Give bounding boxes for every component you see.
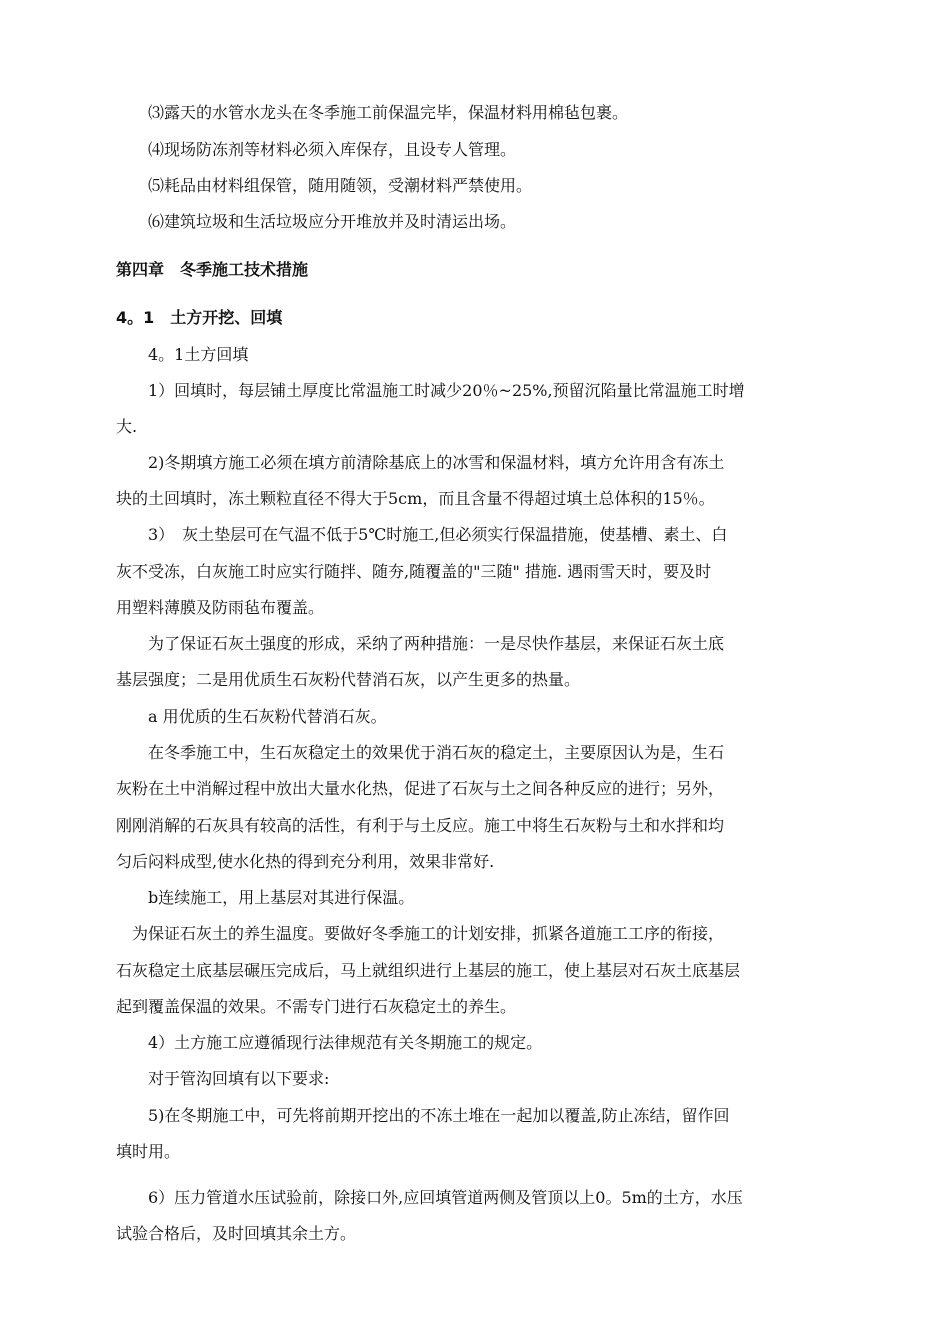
paragraph-line: 4）土方施工应遵循现行法律规范有关冬期施工的规定。 xyxy=(148,1033,543,1052)
paragraph-line: 起到覆盖保温的效果。不需专门进行石灰稳定土的养生。 xyxy=(116,997,517,1016)
paragraph-line: 为保证石灰土的养生温度。要做好冬季施工的计划安排，抓紧各道施工工序的衔接， xyxy=(132,924,725,943)
paragraph-line: 填时用。 xyxy=(116,1142,181,1161)
paragraph-line: 刚刚消解的石灰具有较高的活性，有利于与土反应。施工中将生石灰粉与土和水拌和均 xyxy=(116,816,725,835)
paragraph-line: 2)冬期填方施工必须在填方前清除基底上的冰雪和保温材料，填方允许用含有冻土 xyxy=(148,453,725,472)
paragraph-line: 6）压力管道水压试验前，除接口外,应回填管道两侧及管顶以上0。5m的土方，水压 xyxy=(148,1188,743,1207)
chapter-heading: 第四章 冬季施工技术措施 xyxy=(116,260,309,279)
paragraph-line: 灰不受冻，白灰施工时应实行随拌、随夯,随覆盖的"三随" 措施. 遇雨雪天时，要及时 xyxy=(116,562,712,581)
section-heading: 4。1 土方开挖、回填 xyxy=(116,308,283,327)
paragraph-line: ⑶露天的水管水龙头在冬季施工前保温完毕，保温材料用棉毡包裹。 xyxy=(148,103,629,122)
paragraph-line: 石灰稳定土底基层碾压完成后，马上就组织进行上基层的施工，使上基层对石灰土底基层 xyxy=(116,961,741,980)
paragraph-line: 5)在冬期施工中，可先将前期开挖出的不冻土堆在一起加以覆盖,防止冻结，留作回 xyxy=(148,1106,730,1125)
subsection-title: 4。1土方回填 xyxy=(148,345,249,364)
paragraph-line: 块的土回填时，冻土颗粒直径不得大于5cm，而且含量不得超过填土总体积的15％。 xyxy=(116,489,715,508)
paragraph-line: 匀后闷料成型,使水化热的得到充分利用，效果非常好. xyxy=(116,852,495,871)
paragraph-line: 基层强度；二是用优质生石灰粉代替消石灰，以产生更多的热量。 xyxy=(116,670,581,689)
paragraph-line: b连续施工，用上基层对其进行保温。 xyxy=(148,888,415,907)
paragraph-line: 大. xyxy=(116,417,138,436)
paragraph-line: ⑹建筑垃圾和生活垃圾应分开堆放并及时清运出场。 xyxy=(148,212,517,231)
paragraph-line: 为了保证石灰土强度的形成，采纳了两种措施：一是尽快作基层，来保证石灰土底 xyxy=(148,634,725,653)
paragraph-line: 在冬季施工中，生石灰稳定土的效果优于消石灰的稳定土，主要原因认为是，生石 xyxy=(148,743,725,762)
paragraph-line: ⑷现场防冻剂等材料必须入库保存，且设专人管理。 xyxy=(148,140,517,159)
paragraph-line: a 用优质的生石灰粉代替消石灰。 xyxy=(148,707,387,726)
paragraph-line: 3） 灰土垫层可在气温不低于5℃时施工,但必须实行保温措施，使基槽、素土、白 xyxy=(148,525,728,544)
paragraph-line: 对于管沟回填有以下要求: xyxy=(148,1069,330,1088)
paragraph-line: 灰粉在土中消解过程中放出大量水化热，促进了石灰与土之间各种反应的进行；另外， xyxy=(116,779,725,798)
paragraph-line: 用塑料薄膜及防雨毡布覆盖。 xyxy=(116,598,325,617)
paragraph-line: ⑸耗品由材料组保管，随用随领，受潮材料严禁使用。 xyxy=(148,176,533,195)
paragraph-line: 1）回填时，每层铺土厚度比常温施工时减少20％~25%,预留沉陷量比常温施工时增 xyxy=(148,381,745,400)
paragraph-line: 试验合格后，及时回填其余土方。 xyxy=(116,1224,357,1243)
